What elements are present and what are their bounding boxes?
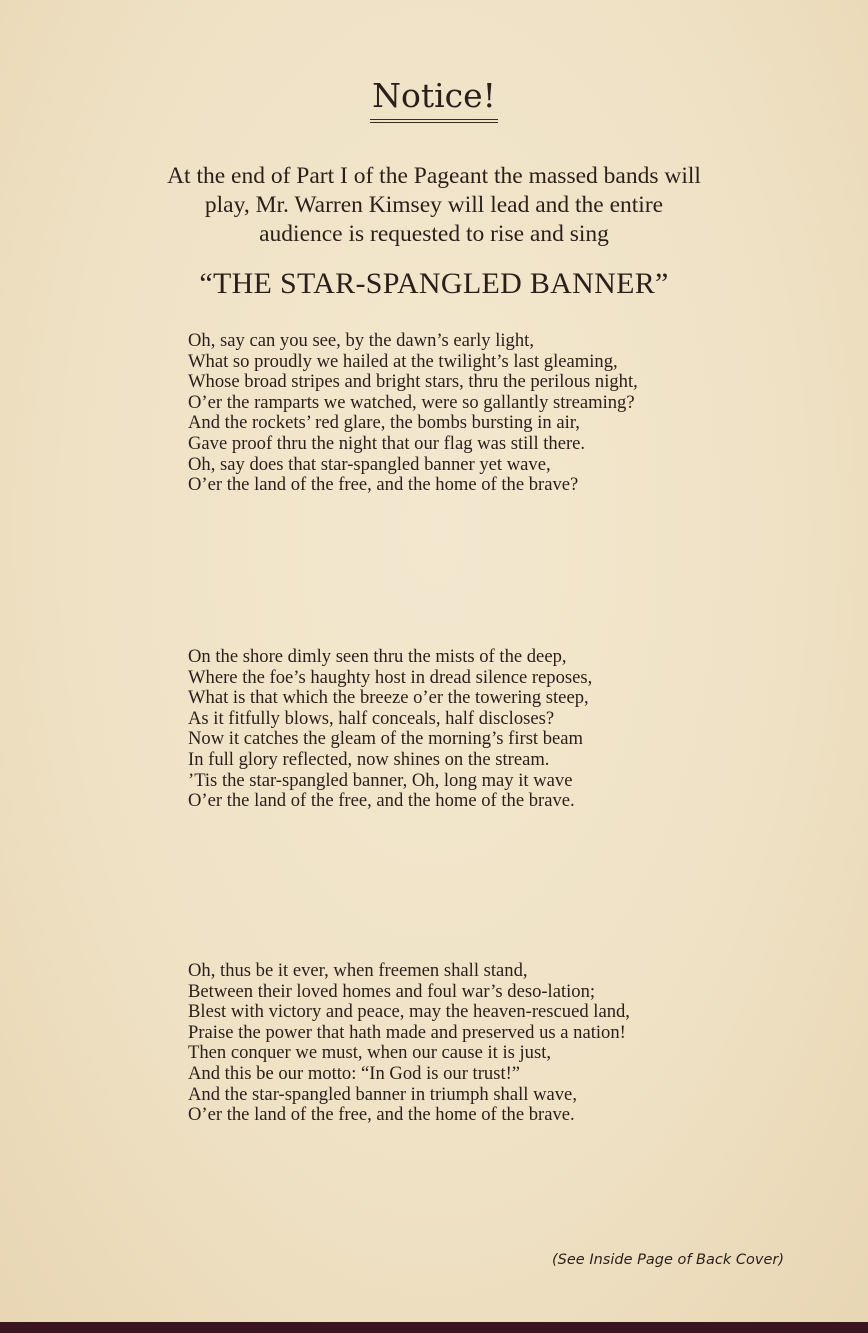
verse-line: O’er the land of the free, and the home of the brave. bbox=[188, 790, 575, 812]
intro-line: play, Mr. Warren Kimsey will lead and the entire bbox=[204, 192, 664, 218]
verse-3 bbox=[188, 961, 666, 1126]
verse-line: Then conquer we must, when our cause it is just, bbox=[188, 1042, 552, 1064]
verse-line: O’er the land of the free, and the home of the brave? bbox=[188, 474, 579, 496]
verse-line: Blest with victory and peace, may the heaven-rescued land, bbox=[188, 1001, 630, 1023]
notice-title: Notice! bbox=[370, 76, 498, 123]
verse-line: Now it catches the gleam of the morning’s first beam bbox=[188, 728, 584, 750]
verse-line: And this be our motto: “In God is our trust!” bbox=[188, 1062, 521, 1084]
verse-line: Oh, thus be it ever, when freemen shall stand, bbox=[188, 960, 528, 981]
verse-line: Oh, say can you see, by the dawn’s early light, bbox=[188, 330, 534, 351]
verse-line: Where the foe’s haughty host in dread silence reposes, bbox=[188, 666, 593, 688]
verse-line: In full glory reflected, now shines on the stream. bbox=[188, 748, 550, 770]
verse-line: Between their loved homes and foul war’s deso-lation; bbox=[188, 980, 596, 1002]
verse-line: What is that which the breeze o’er the towering steep, bbox=[188, 687, 589, 709]
verse-line: Praise the power that hath made and preserved us a nation! bbox=[188, 1021, 626, 1043]
intro-line: At the end of Part I of the Pageant the massed bands will bbox=[167, 163, 701, 189]
intro-line: audience is requested to rise and sing bbox=[259, 221, 609, 247]
notice-intro bbox=[60, 162, 808, 249]
verse-line: On the shore dimly seen thru the mists of the deep, bbox=[188, 646, 567, 667]
verse-line: What so proudly we hailed at the twilight’s last gleaming, bbox=[188, 350, 618, 372]
page-bottom-edge bbox=[0, 1322, 868, 1333]
verse-line: Whose broad stripes and bright stars, thru the perilous night, bbox=[188, 371, 638, 393]
footnote: (See Inside Page of Back Cover) bbox=[552, 1252, 784, 1268]
verse-line: And the star-spangled banner in triumph shall wave, bbox=[188, 1083, 577, 1105]
verse-line: O’er the land of the free, and the home of the brave. bbox=[188, 1104, 575, 1126]
verse-line: As it fitfully blows, half conceals, half discloses? bbox=[188, 707, 555, 729]
verse-2 bbox=[188, 647, 666, 812]
verse-line: ’Tis the star-spangled banner, Oh, long may it wave bbox=[188, 769, 573, 791]
song-title: “THE STAR-SPANGLED BANNER” bbox=[199, 267, 669, 300]
verse-line: O’er the ramparts we watched, were so gallantly streaming? bbox=[188, 391, 635, 413]
verse-line: Gave proof thru the night that our flag was still there. bbox=[188, 432, 586, 454]
notice-heading bbox=[0, 76, 868, 123]
verse-line: And the rockets’ red glare, the bombs bursting in air, bbox=[188, 412, 580, 434]
verse-1 bbox=[188, 331, 666, 496]
verse-line: Oh, say does that star-spangled banner yet wave, bbox=[188, 453, 551, 475]
